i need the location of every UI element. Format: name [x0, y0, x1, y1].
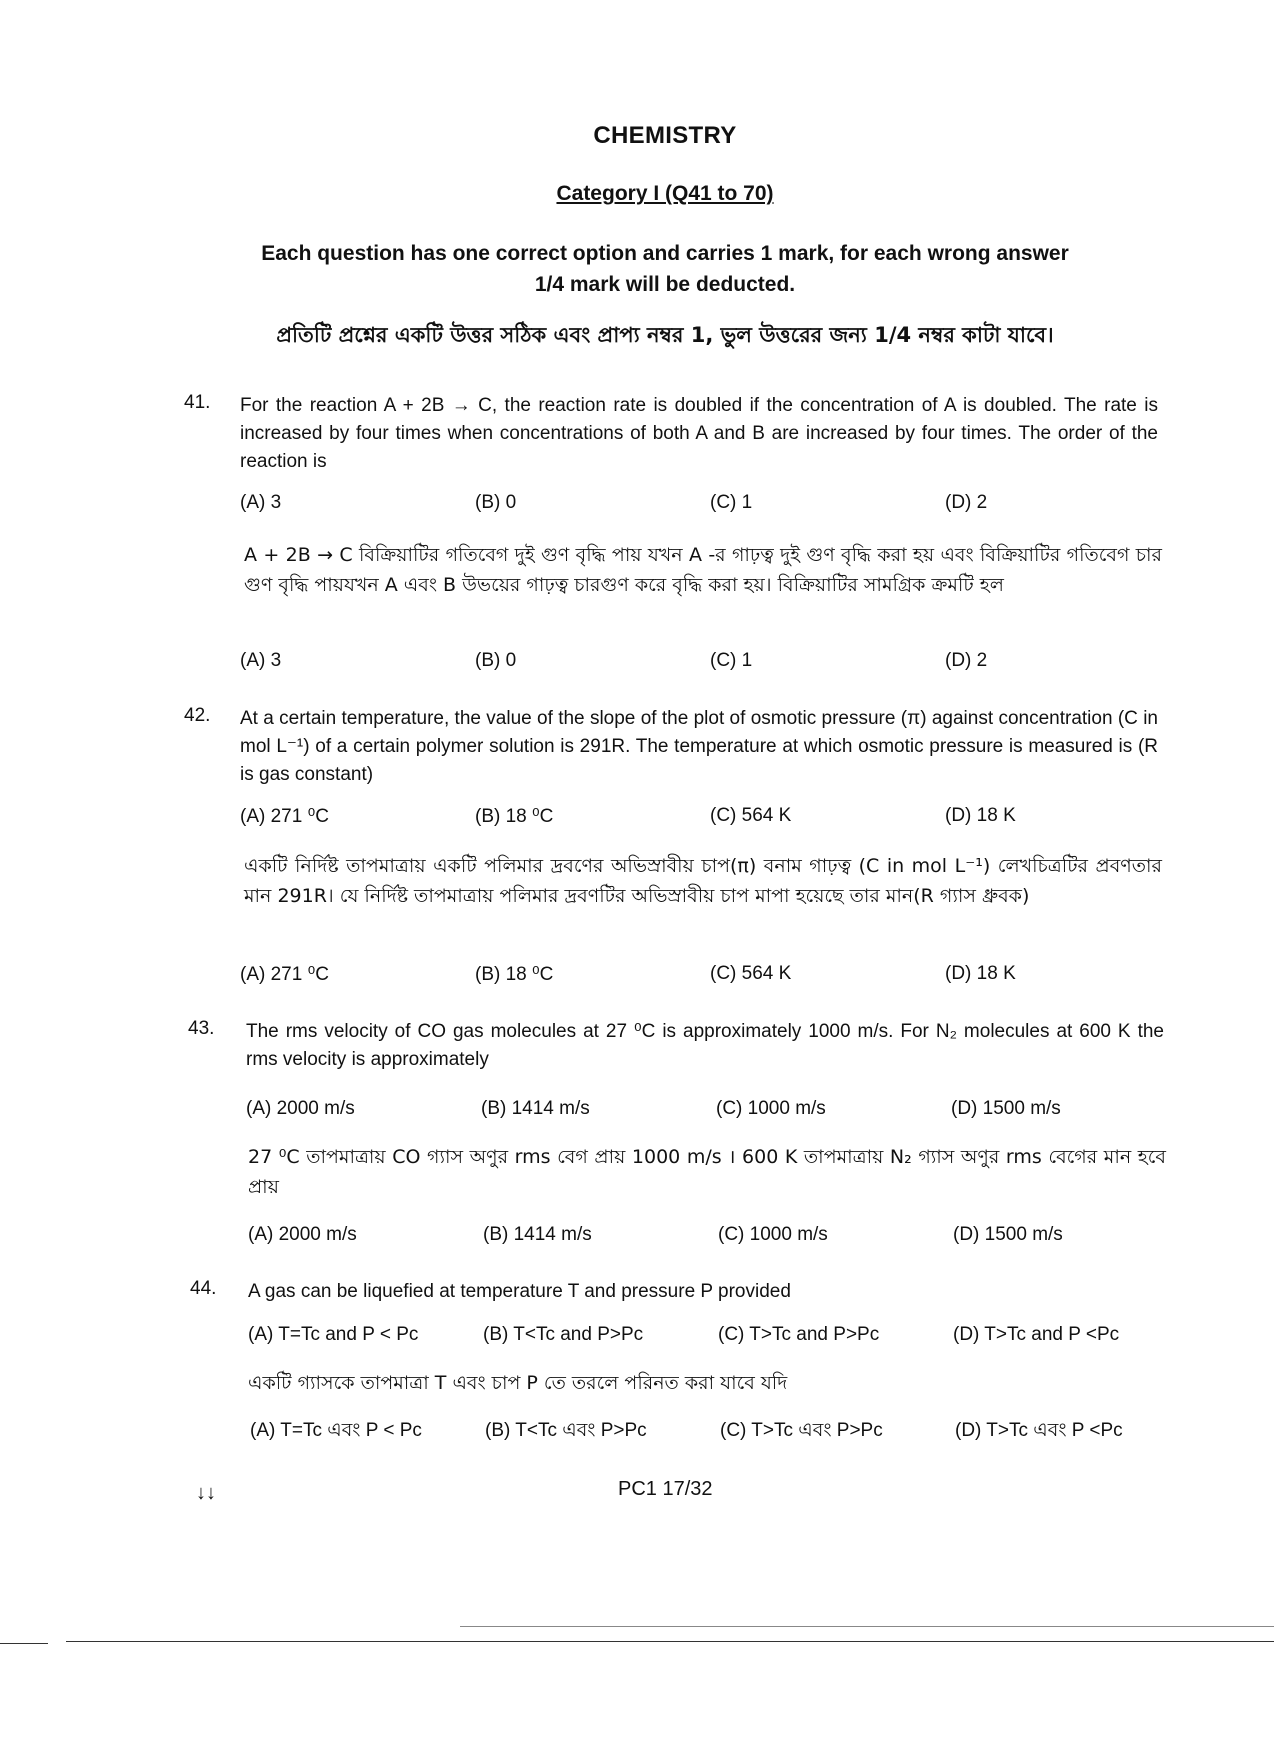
option-d: (D) 1500 m/s [951, 1098, 1061, 1119]
option-a: (A) T=Tc and P < Pc [248, 1324, 419, 1345]
question-number: 42. [184, 705, 211, 726]
option-b: (B) 1414 m/s [481, 1098, 590, 1119]
option-a: (A) 3 [240, 492, 282, 513]
page-number: PC1 17/32 [618, 1478, 713, 1500]
option-a: (A) 3 [240, 650, 282, 671]
footer-mark: ↓↓ [196, 1482, 216, 1504]
option-a: (A) T=Tc এবং P < Pc [250, 1420, 422, 1441]
question-text-bengali: 27 ⁰C তাপমাত্রায় CO গ্যাস অণুর rms বেগ প্রায় 1000 m/s । 600 K তাপমাত্রায় N₂ গ্যাস অণুর rms বেগের মান হবে প্রায় [248, 1146, 1166, 1198]
option-a: (A) 2000 m/s [248, 1224, 357, 1245]
bottom-rule-upper [460, 1626, 1274, 1627]
question-text-bengali: একটি নির্দিষ্ট তাপমাত্রায় একটি পলিমার দ্রবণের অভিস্রাবীয় চাপ(π) বনাম গাঢ়ত্ব (C in mol L⁻¹) লেখচিত্রটির প্রবণতার মান 291R। যে নির্দিষ্ট তাপমাত্রায় পলিমার দ্রবণটির অভিস্রাবীয় চাপ মাপা হয়েছে তার মান(R গ্যাস ধ্রুবক) [244, 855, 1162, 907]
question-number: 44. [190, 1278, 217, 1299]
option-c: (C) 1 [710, 492, 753, 513]
option-c: (C) T>Tc and P>Pc [718, 1324, 880, 1345]
options-bengali [240, 650, 1180, 678]
option-b: (B) T<Tc and P>Pc [483, 1324, 644, 1345]
options-english [246, 1098, 1186, 1126]
instruction-bengali: প্রতিটি প্রশ্নের একটি উত্তর সঠিক এবং প্রাপ্য নম্বর 1, ভুল উত্তরের জন্য 1/4 নম্বর কাটা যাবে। [276, 323, 1054, 347]
bottom-rule [66, 1641, 1274, 1642]
option-d: (D) 18 K [945, 805, 1016, 826]
bottom-rule-left [0, 1643, 48, 1644]
question-text-english: A gas can be liquefied at temperature T and pressure P provided [248, 1281, 791, 1302]
options-english [240, 492, 1180, 520]
option-c: (C) 1000 m/s [718, 1224, 828, 1245]
option-d: (D) T>Tc এবং P <Pc [955, 1420, 1123, 1441]
option-b: (B) 0 [475, 492, 517, 513]
option-b: (B) 0 [475, 650, 517, 671]
options-bengali [240, 963, 1180, 991]
question-text-english: For the reaction A + 2B → C, the reaction rate is doubled if the concentration of A is doubled. The rate is increased by four times when concentrations of both A and B are increased by four times. The order of the reaction is [240, 395, 1158, 472]
question-text-bengali: A + 2B → C বিক্রিয়াটির গতিবেগ দুই গুণ বৃদ্ধি পায় যখন A -র গাঢ়ত্ব দুই গুণ বৃদ্ধি করা হয় এবং বিক্রিয়াটির গতিবেগ চার গুণ বৃদ্ধি পায়যখন A এবং B উভয়ের গাঢ়ত্ব চারগুণ করে বৃদ্ধি করা হয়। বিক্রিয়াটির সামগ্রিক ক্রমটি হল [244, 544, 1162, 596]
option-c: (C) 564 K [710, 963, 792, 984]
question-number: 41. [184, 392, 211, 413]
options-bengali [248, 1224, 1188, 1252]
option-c: (C) T>Tc এবং P>Pc [720, 1420, 883, 1441]
subject-title: CHEMISTRY [593, 122, 737, 149]
question-text-english: At a certain temperature, the value of the slope of the plot of osmotic pressure (π) against concentration (C in mol L⁻¹) of a certain polymer solution is 291R. The temperature at which osmotic pressure is measured is (R is gas constant) [240, 708, 1158, 785]
option-d: (D) 2 [945, 492, 988, 513]
option-c: (C) 1000 m/s [716, 1098, 826, 1119]
option-d: (D) 2 [945, 650, 988, 671]
option-a: (A) 271 ⁰C [240, 964, 329, 985]
options-english [248, 1324, 1188, 1352]
option-c: (C) 1 [710, 650, 753, 671]
question-text-english: The rms velocity of CO gas molecules at 27 ⁰C is approximately 1000 m/s. For N₂ molecules at 600 K the rms velocity is approximately [246, 1021, 1164, 1070]
option-b: (B) 1414 m/s [483, 1224, 592, 1245]
option-a: (A) 2000 m/s [246, 1098, 355, 1119]
option-b: (B) 18 ⁰C [475, 806, 554, 827]
question-number: 43. [188, 1018, 215, 1039]
options-bengali [250, 1416, 1190, 1444]
options-english [240, 805, 1180, 833]
question-text-bengali: একটি গ্যাসকে তাপমাত্রা T এবং চাপ P তে তরলে পরিনত করা যাবে যদি [248, 1372, 788, 1394]
option-d: (D) 1500 m/s [953, 1224, 1063, 1245]
option-a: (A) 271 ⁰C [240, 806, 329, 827]
option-d: (D) 18 K [945, 963, 1016, 984]
option-b: (B) T<Tc এবং P>Pc [485, 1420, 647, 1441]
option-c: (C) 564 K [710, 805, 792, 826]
option-d: (D) T>Tc and P <Pc [953, 1324, 1120, 1345]
instruction-english: Each question has one correct option and carries 1 mark, for each wrong answer 1/4 mark will be deducted. [261, 242, 1069, 296]
option-b: (B) 18 ⁰C [475, 964, 554, 985]
category-heading: Category I (Q41 to 70) [556, 182, 774, 205]
